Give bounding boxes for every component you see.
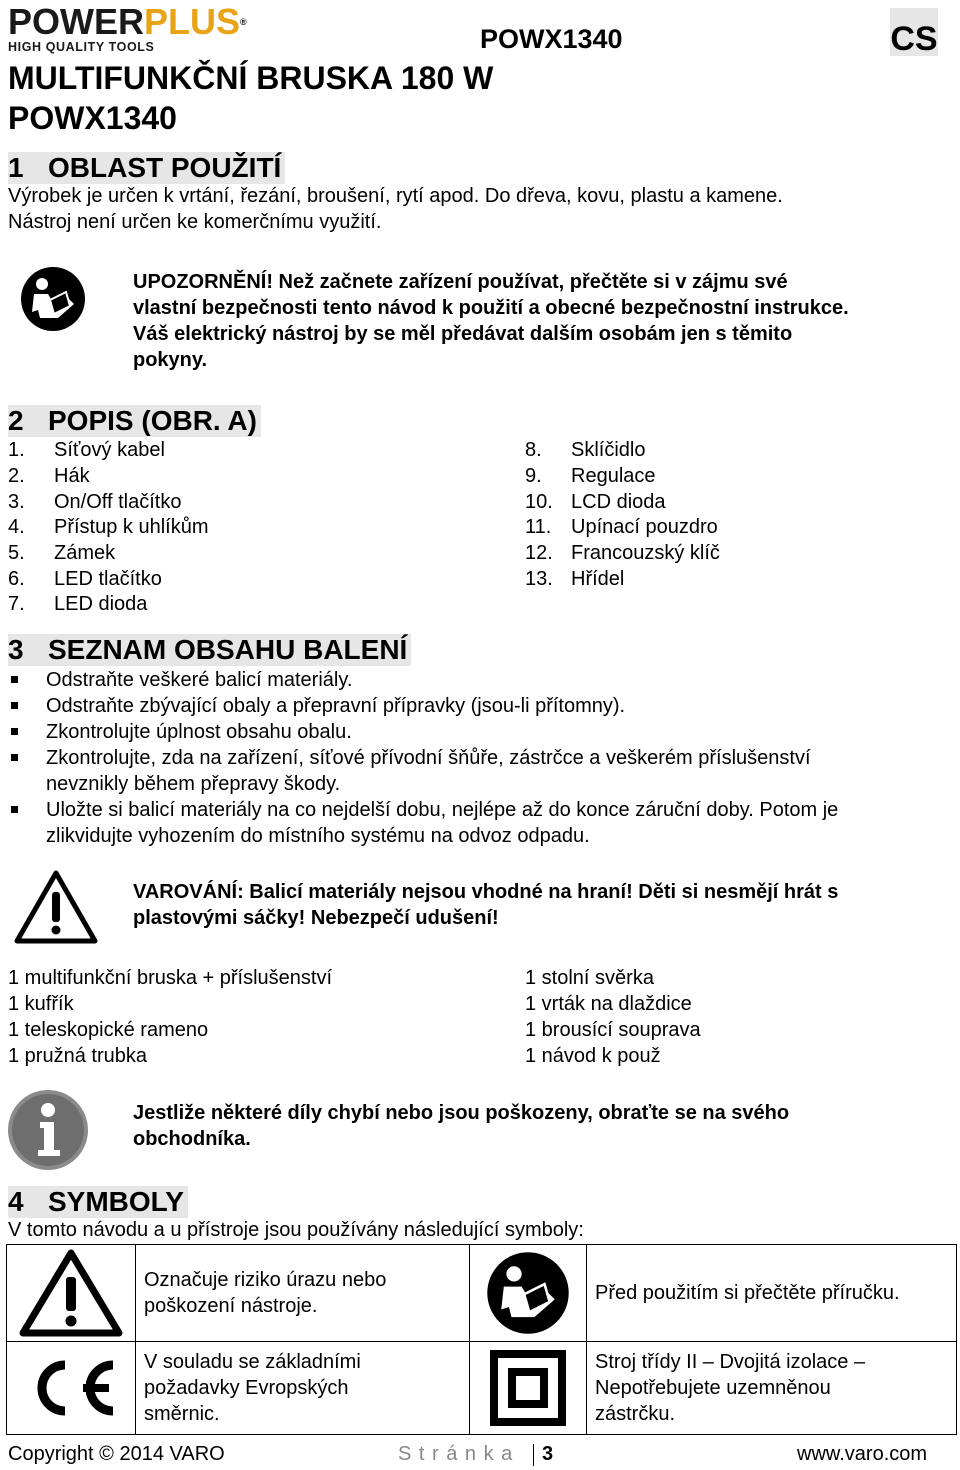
safety-notice: UPOZORNĚNÍ! Než začnete zařízení používat, přečtěte si v zájmu své vlastní bezpečnosti tento návod k použití a obecné bezpečnostní instrukce. Váš elektrický nástroj by se měl předávat dalším osobám jen s těmito pokyny.: [133, 271, 849, 371]
list-item: 1 pružná trubka: [8, 1045, 147, 1067]
list-item: 1. Síťový kabel: [8, 439, 165, 461]
symbols-table: [6, 1244, 957, 1435]
logo-power: POWER: [8, 1, 145, 42]
list-item: 9. Regulace: [525, 465, 656, 487]
section-heading-3: 3 SEZNAM OBSAHU BALENÍ: [8, 634, 411, 666]
list-item: 1 teleskopické rameno: [8, 1019, 209, 1041]
list-item: 11. Upínací pouzdro: [525, 516, 718, 538]
read-manual-icon: [20, 266, 86, 332]
list-item: 10. LCD dioda: [525, 491, 666, 513]
footer-page-number: 3: [542, 1443, 554, 1465]
symbol-description: Stroj třídy II – Dvojitá izolace – Nepotřebujete uzemněnou zástrčku.: [587, 1342, 957, 1435]
logo-plus: PLUS: [144, 1, 241, 42]
missing-parts-info: Jestliže některé díly chybí nebo jsou poškozeny, obraťte se na svého obchodníka.: [133, 1102, 790, 1150]
read-manual-icon: [486, 1251, 570, 1335]
footer-copyright: Copyright © 2014 VARO: [8, 1443, 225, 1465]
symbol-cell: [7, 1342, 136, 1435]
section-1-text: Výrobek je určen k vrtání, řezání, broušení, rytí apod. Do dřeva, kovu, plastu a kamene. Nástroj není určen ke komerčnímu využití.: [8, 185, 783, 233]
symbol-description: Označuje riziko úrazu nebo poškození nástroje.: [136, 1245, 470, 1342]
ce-mark-icon: [21, 1355, 121, 1421]
symbols-intro: V tomto návodu a u přístroje jsou používány následující symboly:: [8, 1219, 584, 1241]
info-icon: [6, 1088, 90, 1172]
symbol-cell: [7, 1245, 136, 1342]
bullet-square-icon: [11, 702, 18, 709]
model-header: POWX1340: [480, 24, 623, 54]
list-item: 1 vrták na dlaždice: [525, 993, 692, 1015]
double-insulation-icon: [490, 1350, 566, 1426]
language-badge: CS: [890, 8, 938, 56]
symbol-cell: [470, 1342, 587, 1435]
list-item: 3. On/Off tlačítko: [8, 491, 182, 513]
contents-right: [525, 965, 701, 1069]
list-item: 5. Zámek: [8, 542, 116, 564]
contents-left: [8, 965, 332, 1069]
list-item: 1 brousící souprava: [525, 1019, 701, 1041]
list-item: 8. Sklíčidlo: [525, 439, 646, 461]
list-item: 7. LED dioda: [8, 593, 148, 615]
bullet-square-icon: [11, 728, 18, 735]
list-item: Zkontrolujte úplnost obsahu obalu.: [8, 719, 948, 745]
symbol-description: Před použitím si přečtěte příručku.: [587, 1245, 957, 1342]
list-item: 1 kufřík: [8, 993, 74, 1015]
page-title: MULTIFUNKČNÍ BRUSKA 180 W POWX1340: [8, 60, 494, 136]
footer-website[interactable]: www.varo.com: [797, 1443, 928, 1465]
bullet-square-icon: [11, 676, 18, 683]
footer-page-label: S t r á n k a: [398, 1443, 514, 1465]
symbol-cell: [470, 1245, 587, 1342]
list-item: 1 multifunkční bruska + příslušenství: [8, 967, 333, 989]
list-item: 1 stolní svěrka: [525, 967, 654, 989]
list-item: Odstraňte veškeré balicí materiály.: [8, 667, 948, 693]
bullet-square-icon: [11, 806, 18, 813]
warning-triangle-icon: [14, 870, 98, 944]
packaging-warning: VAROVÁNÍ: Balicí materiály nejsou vhodné na hraní! Děti si nesmějí hrát s plastovými sáčky! Nebezpečí udušení!: [133, 881, 839, 929]
warning-triangle-icon: [19, 1249, 123, 1337]
packing-list: [8, 667, 948, 849]
list-item: 13. Hřídel: [525, 568, 625, 590]
footer-divider: [533, 1444, 534, 1466]
section-heading-2: 2 POPIS (OBR. A): [8, 405, 261, 437]
list-item: 1 návod k použ: [525, 1045, 661, 1067]
symbol-description: V souladu se základními požadavky Evropských směrnic.: [136, 1342, 470, 1435]
bullet-square-icon: [11, 754, 18, 761]
list-item: Zkontrolujte, zda na zařízení, síťové přívodní šňůře, zástrčce a veškerém příslušenství nevznikly během přepravy škody.: [8, 745, 948, 797]
list-item: Uložte si balicí materiály na co nejdelší dobu, nejlépe až do konce záruční doby. Potom je zlikvidujte vyhozením do místního systému na odvoz odpadu.: [8, 797, 948, 849]
list-item: 4. Přístup k uhlíkům: [8, 516, 209, 538]
logo-tagline: HIGH QUALITY TOOLS: [8, 40, 155, 54]
section-heading-4: 4 SYMBOLY: [8, 1186, 188, 1218]
list-item: 2. Hák: [8, 465, 90, 487]
list-item: Odstraňte zbývající obaly a přepravní přípravky (jsou-li přítomny).: [8, 693, 948, 719]
brand-logo: POWERPLUS® HIGH QUALITY TOOLS: [8, 4, 288, 54]
section-heading-1: 1 OBLAST POUŽITÍ: [8, 152, 285, 184]
list-item: 6. LED tlačítko: [8, 568, 162, 590]
list-item: 12. Francouzský klíč: [525, 542, 720, 564]
